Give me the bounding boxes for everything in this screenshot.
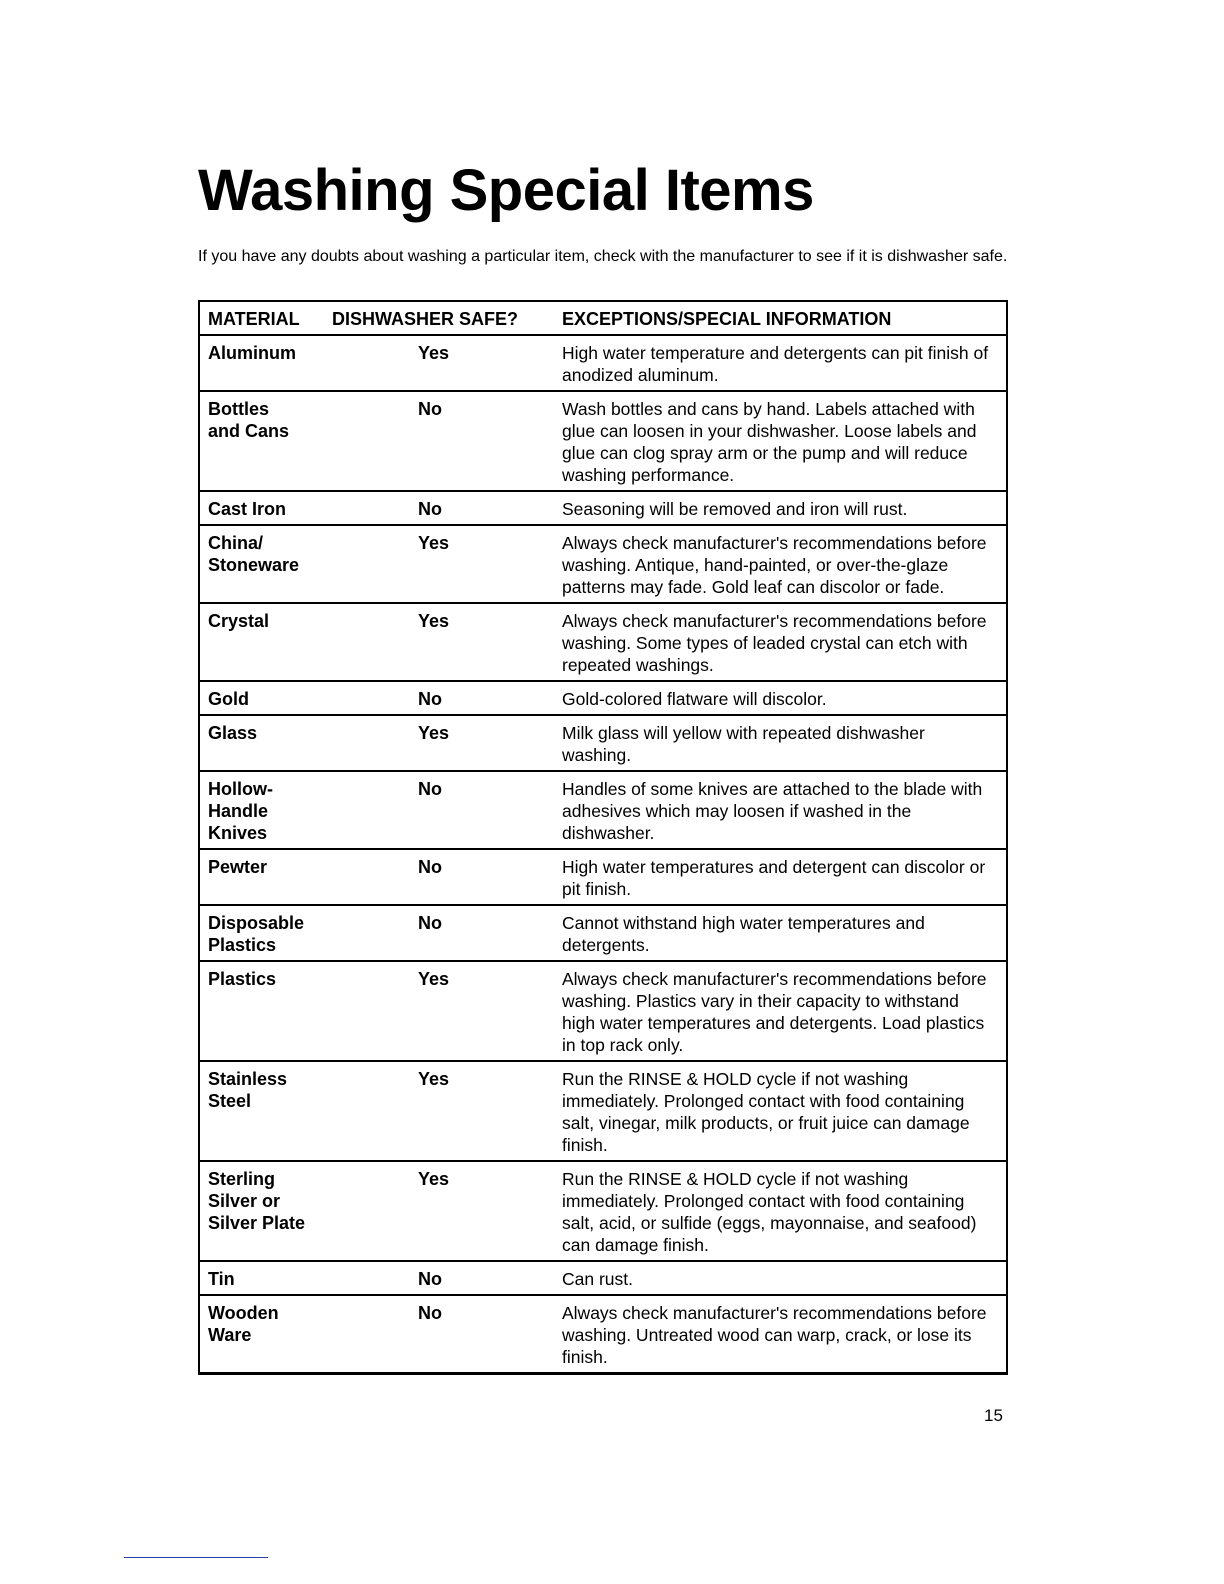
material-cell: Tin — [208, 1269, 235, 1289]
material-cell: China/ Stoneware — [208, 533, 300, 575]
info-cell: Handles of some knives are attached to the blade with adhesives which may loosen if washed in the dishwasher. — [562, 779, 983, 843]
table-row — [200, 962, 1006, 1062]
table-row — [200, 1296, 1006, 1372]
material-cell: Sterling Silver or Silver Plate — [208, 1169, 306, 1233]
table-row — [200, 682, 1006, 716]
material-cell: Glass — [208, 723, 258, 743]
safe-cell: No — [418, 689, 442, 709]
info-cell: Always check manufacturer's recommendations before washing. Untreated wood can warp, crack, or lose its finish. — [562, 1303, 987, 1367]
safe-cell: No — [418, 913, 442, 933]
info-cell: Run the RINSE & HOLD cycle if not washing immediately. Prolonged contact with food containing salt, vinegar, milk products, or fruit juice can damage finish. — [562, 1069, 970, 1155]
info-cell: Seasoning will be removed and iron will rust. — [562, 499, 908, 519]
info-cell: Run the RINSE & HOLD cycle if not washing immediately. Prolonged contact with food containing salt, acid, or sulfide (eggs, mayonnaise, and seafood) can damage finish. — [562, 1169, 977, 1255]
material-cell: Aluminum — [208, 343, 296, 363]
safe-cell: Yes — [418, 1169, 450, 1189]
material-cell: Crystal — [208, 611, 270, 631]
safe-cell: No — [418, 399, 442, 419]
table-row — [200, 1162, 1006, 1262]
intro-paragraph: If you have any doubts about washing a particular item, check with the manufacturer to see if it is dishwasher safe. — [198, 248, 1008, 265]
material-cell: Plastics — [208, 969, 277, 989]
table-header-row — [200, 302, 1006, 336]
footer-rule — [124, 1557, 268, 1558]
safe-cell: No — [418, 779, 442, 799]
table-row — [200, 906, 1006, 962]
info-cell: Always check manufacturer's recommendations before washing. Plastics vary in their capacity to withstand high water temperatures and detergents. Load plastics in top rack only. — [562, 969, 987, 1055]
material-cell: Hollow- Handle Knives — [208, 779, 273, 843]
safe-cell: Yes — [418, 1069, 450, 1089]
material-cell: Gold — [208, 689, 249, 709]
table-row — [200, 526, 1006, 604]
info-cell: Can rust. — [562, 1269, 633, 1289]
info-cell: Wash bottles and cans by hand. Labels attached with glue can loosen in your dishwasher. Loose labels and glue can clog spray arm or the pump and will reduce washing performance. — [562, 399, 977, 485]
safe-cell: Yes — [418, 343, 450, 363]
info-cell: Cannot withstand high water temperatures and detergents. — [562, 913, 925, 955]
material-cell: Wooden Ware — [208, 1303, 279, 1345]
material-cell: Disposable Plastics — [208, 913, 305, 955]
table-row — [200, 492, 1006, 526]
material-cell: Pewter — [208, 857, 268, 877]
header-exceptions: EXCEPTIONS/SPECIAL INFORMATION — [562, 309, 892, 329]
material-cell: Bottles and Cans — [208, 399, 290, 441]
special-items-table — [198, 300, 1008, 1375]
safe-cell: Yes — [418, 723, 450, 743]
safe-cell: Yes — [418, 533, 450, 553]
safe-cell: Yes — [418, 611, 450, 631]
table-row — [200, 604, 1006, 682]
table-row — [200, 772, 1006, 850]
safe-cell: No — [418, 1269, 442, 1289]
page-number: 15 — [984, 1406, 1003, 1425]
info-cell: Gold-colored flatware will discolor. — [562, 689, 827, 709]
safe-cell: Yes — [418, 969, 450, 989]
safe-cell: No — [418, 499, 442, 519]
table-row — [200, 336, 1006, 392]
header-dishwasher-safe: DISHWASHER SAFE? — [332, 309, 519, 329]
table-row — [200, 1062, 1006, 1162]
table-row — [200, 392, 1006, 492]
table-row — [200, 716, 1006, 772]
info-cell: High water temperature and detergents can pit finish of anodized aluminum. — [562, 343, 989, 385]
material-cell: Cast Iron — [208, 499, 287, 519]
table-row — [200, 850, 1006, 906]
safe-cell: No — [418, 1303, 442, 1323]
table-row — [200, 1262, 1006, 1296]
info-cell: High water temperatures and detergent can discolor or pit finish. — [562, 857, 986, 899]
info-cell: Always check manufacturer's recommendations before washing. Some types of leaded crystal can etch with repeated washings. — [562, 611, 987, 675]
safe-cell: No — [418, 857, 442, 877]
info-cell: Milk glass will yellow with repeated dishwasher washing. — [562, 723, 925, 765]
header-material: MATERIAL — [208, 309, 300, 329]
material-cell: Stainless Steel — [208, 1069, 288, 1111]
page-title: Washing Special Items — [198, 158, 814, 223]
info-cell: Always check manufacturer's recommendations before washing. Antique, hand-painted, or over-the-glaze patterns may fade. Gold leaf can discolor or fade. — [562, 533, 987, 597]
header-left-cell — [200, 308, 552, 330]
